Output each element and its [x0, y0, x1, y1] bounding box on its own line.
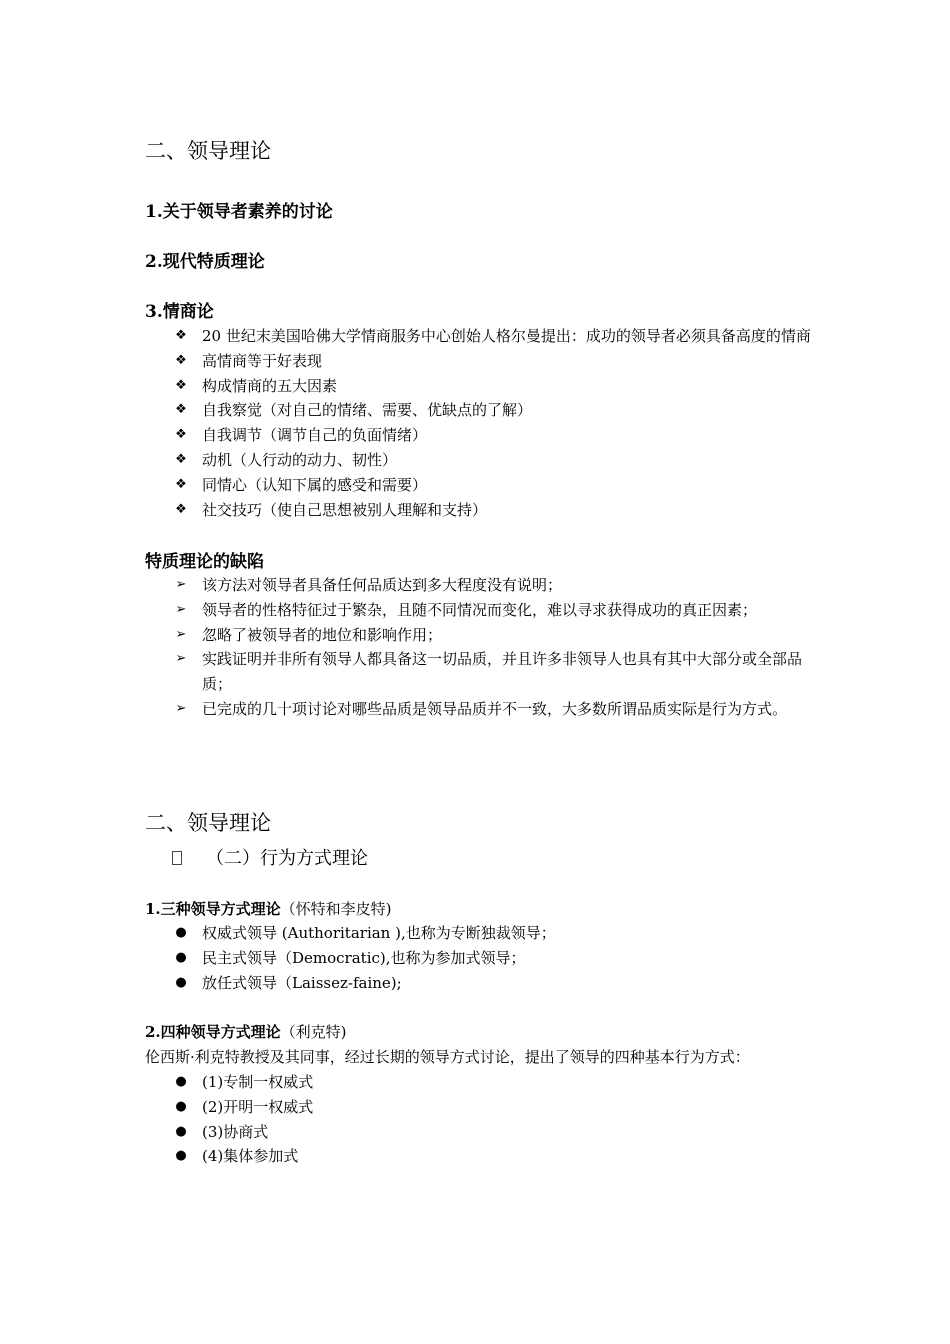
heading-leader-qualities: 1.关于领导者素养的讨论 — [145, 202, 333, 222]
list-item: ❖ 同情心（认知下属的感受和需要） — [145, 473, 825, 498]
list-item: ● (1)专制一权威式 — [145, 1070, 825, 1095]
missing-glyph-icon — [172, 851, 182, 865]
list-item: ➢ 已完成的几十项讨论对哪些品质是领导品质并不一致，大多数所谓品质实际是行为方式。 — [145, 697, 825, 722]
filled-dot-icon: ● — [175, 1148, 187, 1164]
four-styles-list — [145, 1070, 825, 1169]
list-item: ❖ 高情商等于好表现 — [145, 349, 825, 374]
list-item: ➢ 该方法对领导者具备任何品质达到多大程度没有说明； — [145, 573, 825, 598]
behavior-theory-subtitle: （二）行为方式理论 — [172, 846, 368, 872]
list-item: ● (3)协商式 — [145, 1120, 825, 1145]
list-item: ● (2)开明一权威式 — [145, 1095, 825, 1120]
arrowhead-icon: ➢ — [175, 700, 187, 716]
diamond-four-petal-icon: ❖ — [175, 427, 187, 443]
arrowhead-icon: ➢ — [175, 577, 187, 592]
list-item: ● 民主式领导（Democratic),也称为参加式领导； — [145, 946, 825, 971]
diamond-four-petal-icon: ❖ — [175, 328, 187, 343]
eq-list — [145, 324, 825, 522]
chapter-title: 二、领导理论 — [145, 139, 271, 163]
filled-dot-icon: ● — [175, 1098, 187, 1114]
diamond-four-petal-icon: ❖ — [175, 352, 187, 368]
list-item: ➢ 实践证明并非所有领导人都具备这一切品质，并且许多非领导人也具有其中大部分或全部品质； — [145, 647, 825, 697]
list-item: ❖ 构成情商的五大因素 — [145, 374, 825, 399]
list-item: ❖ 20 世纪末美国哈佛大学情商服务中心创始人格尔曼提出：成功的领导者必须具备高度的情商 — [145, 324, 825, 349]
list-item: ❖ 社交技巧（使自己思想被别人理解和支持） — [145, 498, 825, 523]
list-item: ➢ 领导者的性格特征过于繁杂，且随不同情况而变化，难以寻求获得成功的真正因素； — [145, 598, 825, 623]
filled-dot-icon: ● — [175, 925, 187, 940]
list-item: ❖ 自我察觉（对自己的情绪、需要、优缺点的了解） — [145, 398, 825, 423]
list-item: ● 权威式领导 (Authoritarian ),也称为专断独裁领导； — [145, 921, 825, 946]
arrowhead-icon: ➢ — [175, 601, 187, 617]
heading-eq-theory: 3.情商论 — [145, 302, 214, 322]
diamond-four-petal-icon: ❖ — [175, 476, 187, 492]
heading-trait-defects: 特质理论的缺陷 — [145, 552, 264, 572]
heading-three-styles: 1.三种领导方式理论（怀特和李皮特) — [145, 900, 392, 918]
filled-dot-icon: ● — [175, 1123, 187, 1139]
list-item: ❖ 自我调节（调节自己的负面情绪） — [145, 423, 825, 448]
chapter-title: 二、领导理论 — [145, 811, 271, 835]
defects-list — [145, 573, 825, 722]
list-item: ➢ 忽略了被领导者的地位和影响作用； — [145, 623, 825, 648]
arrowhead-icon: ➢ — [175, 651, 187, 667]
diamond-four-petal-icon: ❖ — [175, 377, 187, 393]
diamond-four-petal-icon: ❖ — [175, 402, 187, 418]
list-item: ● (4)集体参加式 — [145, 1144, 825, 1169]
list-item: ● 放任式领导（Laissez-faine); — [145, 971, 825, 996]
likert-intro-paragraph: 伦西斯·利克特教授及其同事，经过长期的领导方式讨论，提出了领导的四种基本行为方式： — [145, 1048, 750, 1066]
diamond-four-petal-icon: ❖ — [175, 501, 187, 517]
three-styles-list — [145, 921, 825, 995]
heading-four-styles: 2.四种领导方式理论（利克特) — [145, 1023, 347, 1041]
arrowhead-icon: ➢ — [175, 626, 187, 642]
list-item: ❖ 动机（人行动的动力、韧性） — [145, 448, 825, 473]
filled-dot-icon: ● — [175, 1074, 187, 1089]
filled-dot-icon: ● — [175, 974, 187, 990]
diamond-four-petal-icon: ❖ — [175, 451, 187, 467]
heading-modern-trait-theory: 2.现代特质理论 — [145, 252, 265, 272]
filled-dot-icon: ● — [175, 949, 187, 965]
